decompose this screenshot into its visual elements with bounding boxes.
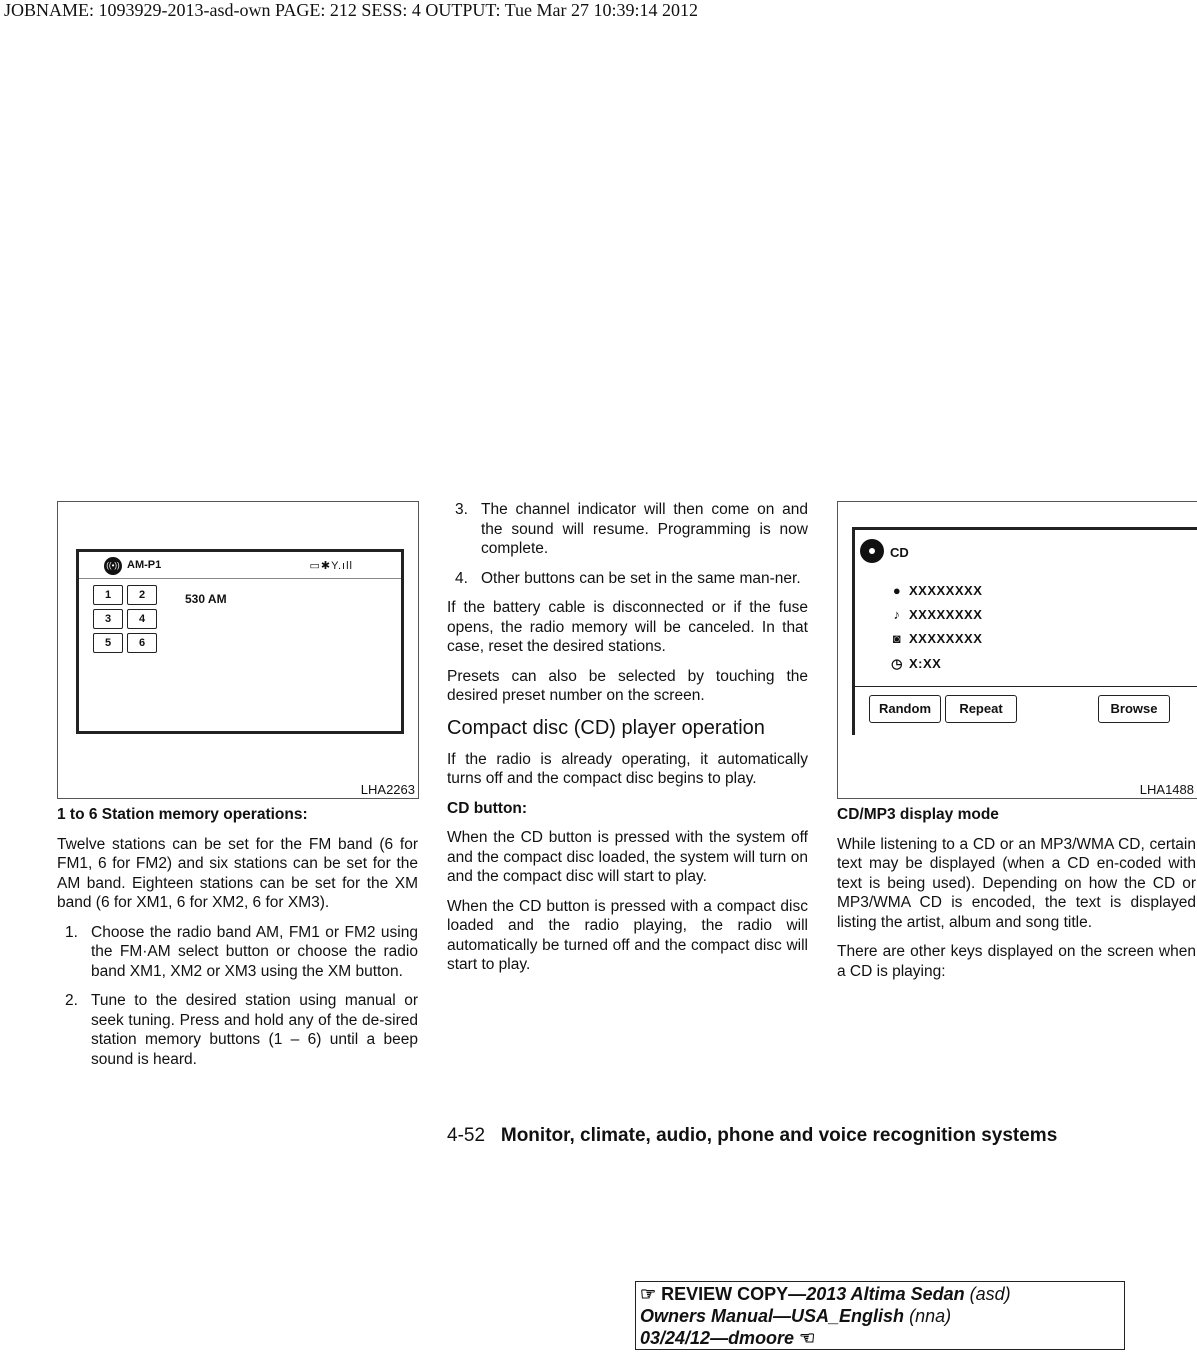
paragraph: While listening to a CD or an MP3/WMA CD, certain text may be displayed (when a CD en-coded with text is being used). Depending on how the CD or MP3/WMA CD is encoded, the text is displayed listing the artist, album and song title. [837, 835, 1196, 931]
radio-screen [76, 549, 404, 734]
job-header: JOBNAME: 1093929-2013-asd-own PAGE: 212 SESS: 4 OUTPUT: Tue Mar 27 10:39:14 2012 [4, 0, 698, 20]
time-row: ◷ X:XX [889, 656, 941, 672]
page-number: 4-52 [447, 1125, 486, 1146]
column-1 [57, 805, 418, 1079]
disc-icon [860, 539, 884, 563]
band-label: AM-P1 [127, 559, 162, 571]
preset-button-4[interactable]: 4 [127, 609, 157, 629]
cd-screen [852, 527, 1197, 735]
preset-grid [93, 585, 159, 653]
pointing-hand-icon: ☞ [640, 1284, 657, 1304]
figure-label: LHA1488 [1139, 782, 1194, 797]
album-icon: ◙ [892, 631, 902, 646]
cd-display-figure [837, 501, 1197, 799]
review-copy-box: ☞ REVIEW COPY—2013 Altima Sedan (asd) Owners Manual—USA_English (nna) 03/24/12—dmoore ☜ [635, 1281, 1125, 1350]
paragraph: When the CD button is pressed with a compact disc loaded and the radio playing, the radio will automatically be turned off and the compact disc will start to play. [447, 897, 808, 973]
paragraph: Presets can also be selected by touching the desired preset number on the screen. [447, 667, 808, 704]
music-note-icon: ♪ [893, 607, 901, 622]
page-footer [447, 1125, 1057, 1147]
paragraph: If the radio is already operating, it automatically turns off and the compact disc begins to play. [447, 750, 808, 787]
paragraph: If the battery cable is disconnected or if the fuse opens, the radio memory will be canceled. In that case, reset the desired stations. [447, 599, 808, 655]
sub-heading: CD button: [447, 799, 528, 817]
preset-button-6[interactable]: 6 [127, 633, 157, 653]
list-item: 4. Other buttons can be set in the same man-ner. [455, 569, 801, 587]
column-2 [447, 500, 808, 985]
song-row: ♪ XXXXXXXX [889, 607, 982, 622]
browse-button[interactable]: Browse [1098, 695, 1170, 723]
section-heading: 1 to 6 Station memory operations: [57, 806, 308, 823]
clock-icon: ◷ [891, 656, 903, 671]
section-heading: CD/MP3 display mode [837, 806, 999, 823]
radio-preset-figure [57, 501, 419, 799]
repeat-button[interactable]: Repeat [945, 695, 1017, 723]
chapter-title: Monitor, climate, audio, phone and voice recognition systems [500, 1125, 1058, 1146]
artist-row: ● XXXXXXXX [889, 583, 982, 598]
paragraph: There are other keys displayed on the screen when a CD is playing: [837, 943, 1196, 980]
preset-button-2[interactable]: 2 [127, 585, 157, 605]
radio-icon: ((•)) [104, 557, 122, 575]
radio-header [79, 552, 401, 579]
random-button[interactable]: Random [869, 695, 941, 723]
preset-button-5[interactable]: 5 [93, 633, 123, 653]
paragraph: Twelve stations can be set for the FM band (6 for FM1, 6 for FM2) and six stations can be set for the AM band. Eighteen stations can be set for the XM band (6 for XM1, 6 for XM2, 6 for XM3). [57, 835, 418, 911]
steps-list [57, 923, 418, 1070]
album-row: ◙ XXXXXXXX [889, 631, 982, 646]
preset-button-3[interactable]: 3 [93, 609, 123, 629]
status-icons: ▭✱Y.ıll [309, 560, 353, 572]
figure-label: LHA2263 [360, 782, 415, 797]
preset-button-1[interactable]: 1 [93, 585, 123, 605]
list-item: 3. The channel indicator will then come on and the sound will resume. Programming is now complete. [455, 501, 808, 557]
cd-title: CD [890, 545, 909, 560]
paragraph: When the CD button is pressed with the system off and the compact disc loaded, the system will turn on and the compact disc will start to play. [447, 829, 808, 885]
frequency-display: 530 AM [185, 592, 227, 606]
cd-button-bar [855, 686, 1197, 735]
column-3 [837, 805, 1196, 991]
pointing-hand-icon: ☜ [799, 1328, 816, 1348]
person-icon: ● [892, 583, 902, 598]
list-item: 1. Choose the radio band AM, FM1 or FM2 using the FM·AM select button or choose the radio band XM1, XM2 or XM3 using the XM button. [65, 923, 418, 980]
steps-list [447, 500, 808, 588]
section-title: Compact disc (CD) player operation [447, 716, 765, 739]
list-item: 2. Tune to the desired station using manual or seek tuning. Press and hold any of the de-sired station memory buttons (1 – 6) until a beep sound is heard. [65, 992, 418, 1068]
